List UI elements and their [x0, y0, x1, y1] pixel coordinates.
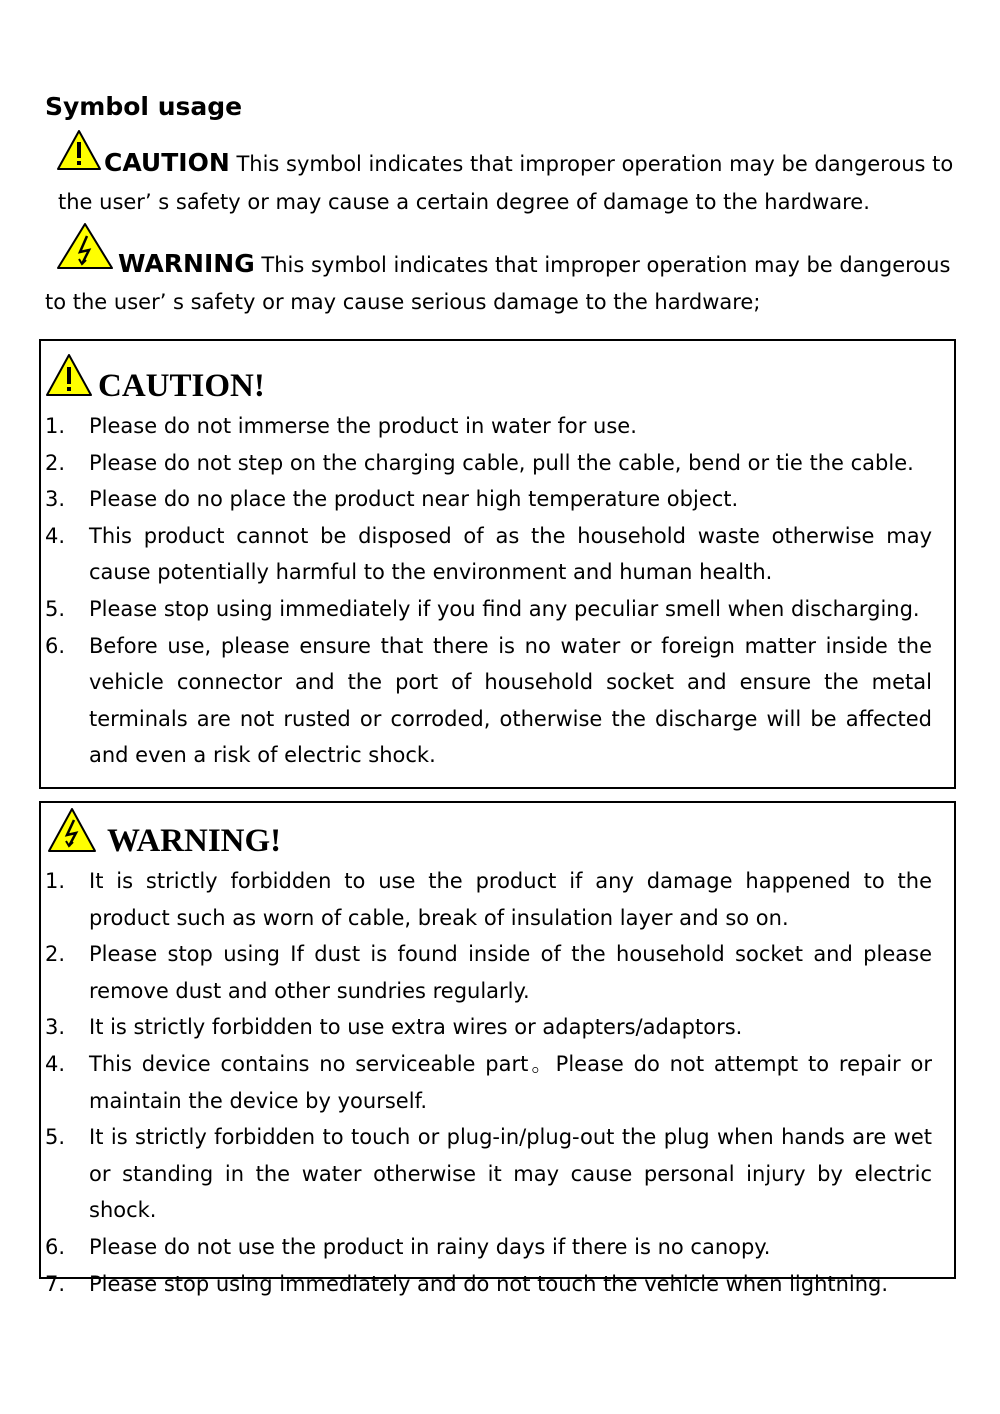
item-text: Please stop using immediately if you find any peculiar smell when discharging. [89, 596, 920, 621]
caution-triangle-icon [45, 353, 93, 397]
caution-box [39, 339, 956, 789]
caution-word: CAUTION [104, 148, 230, 177]
item-number: 4. [45, 523, 66, 548]
item-number: 1. [45, 414, 66, 438]
warning-definition-line1 [118, 245, 950, 284]
list-item [45, 1119, 932, 1229]
item-number: 5. [45, 1125, 66, 1150]
high-voltage-triangle-icon [47, 807, 97, 853]
item-number: 2. [45, 942, 66, 967]
list-item [45, 1266, 932, 1303]
caution-definition-line2: the user’ s safety or may cause a certain degree of damage to the hardware. [58, 190, 870, 214]
item-text: Please do not use the product in rainy days if there is no canopy. [89, 1234, 771, 1259]
item-text: Please do not step on the charging cable, pull the cable, bend or tie the cable. [89, 450, 914, 475]
item-text: It is strictly forbidden to use extra wires or adapters/adaptors. [89, 1015, 743, 1040]
list-item [45, 481, 932, 518]
list-item [45, 408, 932, 445]
item-text: It is strictly forbidden to use the product if any damage happened to the product such as worn of cable, break of insulation layer and so on. [89, 869, 932, 930]
list-item [45, 591, 932, 628]
item-number: 7. [45, 1271, 66, 1296]
item-number: 5. [45, 596, 66, 621]
warning-definition-line2: to the user’ s safety or may cause serious damage to the hardware; [45, 290, 761, 314]
item-number: 1. [45, 869, 66, 893]
list-item [45, 445, 932, 482]
list-item [45, 1046, 932, 1119]
item-text: Please do no place the product near high temperature object. [89, 487, 739, 512]
list-item [45, 936, 932, 1009]
item-number: 6. [45, 633, 66, 658]
caution-triangle-icon [56, 129, 102, 171]
item-text: This device contains no serviceable part。Please do not attempt to repair or maintain the device by yourself. [89, 1051, 932, 1113]
symbol-usage-heading: Symbol usage [45, 92, 243, 121]
list-item [45, 863, 932, 936]
item-number: 4. [45, 1051, 66, 1076]
warning-list [45, 863, 932, 1302]
warning-box-title: WARNING! [107, 823, 282, 859]
item-number: 3. [45, 1015, 66, 1040]
list-item [45, 1229, 932, 1266]
warning-box [39, 801, 956, 1296]
list-item [45, 1009, 932, 1046]
warning-word: WARNING [118, 249, 255, 278]
caution-list [45, 408, 932, 774]
list-item [45, 518, 932, 591]
high-voltage-triangle-icon [56, 222, 114, 270]
item-number: 6. [45, 1234, 66, 1259]
item-text: Please stop using If dust is found inside of the household socket and please remove dust and other sundries regularly. [89, 942, 932, 1003]
warning-definition-text: This symbol indicates that improper operation may be dangerous [261, 253, 951, 277]
item-text: It is strictly forbidden to touch or plug-in/plug-out the plug when hands are wet or standing in the water otherwise it may cause personal injury by electric shock. [89, 1125, 932, 1223]
item-number: 2. [45, 450, 66, 475]
item-text: Please stop using immediately and do not touch the vehicle when lightning. [89, 1271, 889, 1296]
list-item [45, 628, 932, 774]
caution-box-title: CAUTION! [98, 368, 265, 404]
caution-definition-line1 [104, 144, 953, 183]
item-number: 3. [45, 487, 66, 512]
item-text: This product cannot be disposed of as the household waste otherwise may cause potentially harmful to the environment and human health. [89, 523, 932, 585]
caution-definition-text: This symbol indicates that improper operation may be dangerous to [236, 152, 954, 176]
item-text: Please do not immerse the product in water for use. [89, 414, 637, 438]
item-text: Before use, please ensure that there is no water or foreign matter inside the vehicle connector and the port of household socket and ensure the metal terminals are not rusted or corroded, otherwise the discharge will be affected and even a risk of electric shock. [89, 633, 932, 768]
